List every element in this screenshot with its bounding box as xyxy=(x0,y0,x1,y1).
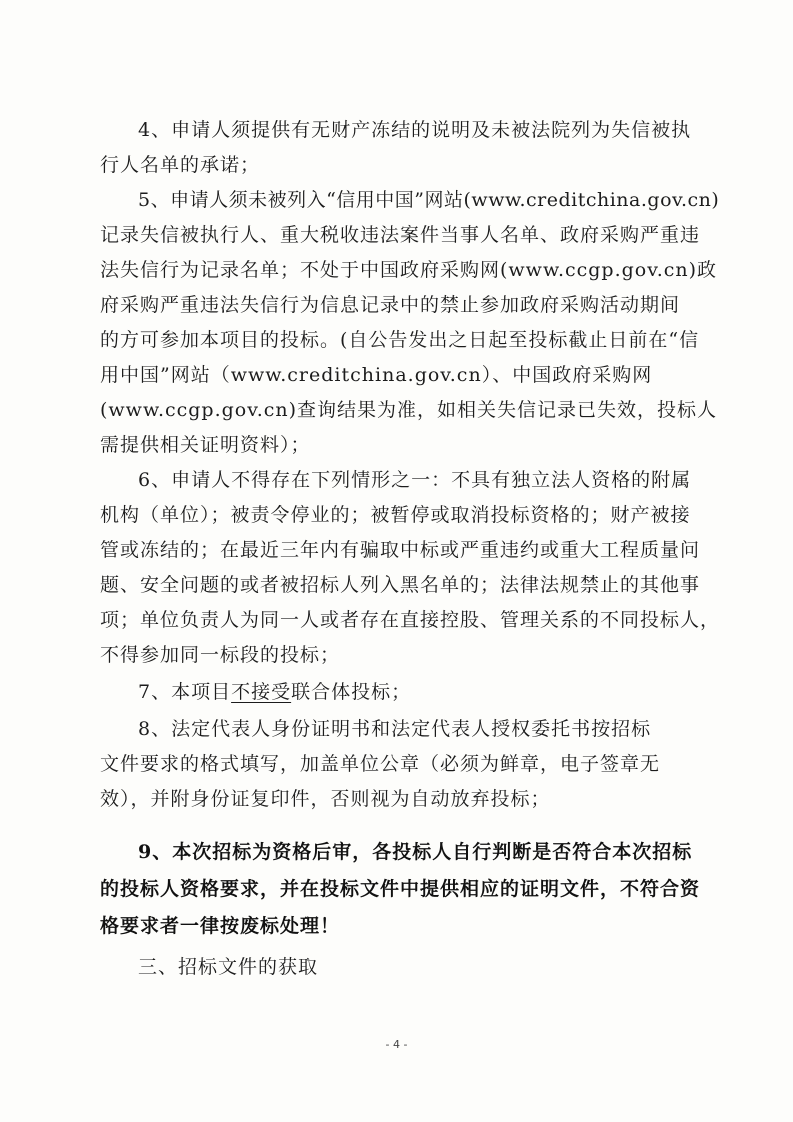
item-8-line-3: 效），并附身份证复印件，否则视为自动放弃投标； xyxy=(100,788,551,810)
item-9-line-3: 格要求者一律按废标处理！ xyxy=(100,915,341,937)
page-number: - 4 - xyxy=(385,1038,408,1051)
item-6-line-2: 机构（单位）；被责令停业的；被暂停或取消投标资格的；财产被接 xyxy=(100,504,691,526)
section-heading: 三、招标文件的获取 xyxy=(138,956,319,978)
item-5-line-2: 记录失信被执行人、重大税收违法案件当事人名单、政府采购严重违 xyxy=(100,224,701,246)
item-9-line-2: 的投标人资格要求，并在投标文件中提供相应的证明文件，不符合资 xyxy=(100,878,701,900)
item-5-line-5: 的方可参加本项目的投标。(自公告发出之日起至投标截止日前在“信 xyxy=(100,329,700,351)
item-4-line-1: 4、申请人须提供有无财产冻结的说明及未被法院列为失信被执 xyxy=(138,119,692,141)
item-6-line-3: 管或冻结的；在最近三年内有骗取中标或严重违约或重大工程质量问 xyxy=(100,539,701,561)
item-5-line-1: 5、申请人须未被列入“信用中国”网站(www.creditchina.gov.cn) xyxy=(138,189,720,211)
item-5-line-3: 法失信行为记录名单；不处于中国政府采购网(www.ccgp.gov.cn)政 xyxy=(100,259,718,281)
item-6-line-1: 6、申请人不得存在下列情形之一：不具有独立法人资格的附属 xyxy=(138,469,692,491)
item-5-line-6: 用中国”网站（www.creditchina.gov.cn）、中国政府采购网 xyxy=(100,364,653,386)
item-7-suffix: 联合体投标； xyxy=(291,681,412,703)
item-5-line-4: 府采购严重违法失信行为信息记录中的禁止参加政府采购活动期间 xyxy=(100,294,681,316)
item-5-line-8: 需提供相关证明资料）； xyxy=(100,434,311,456)
item-5-line-7: (www.ccgp.gov.cn)查询结果为准，如相关失信记录已失效，投标人 xyxy=(100,399,718,421)
item-6-line-6: 不得参加同一标段的投标； xyxy=(100,644,341,666)
item-7-emphasis: 不接受 xyxy=(231,681,292,703)
item-7-prefix: 7、本项目 xyxy=(138,681,232,703)
item-6-line-4: 题、安全问题的或者被招标人列入黑名单的；法律法规禁止的其他事 xyxy=(100,574,701,596)
item-6-line-5: 项；单位负责人为同一人或者存在直接控股、管理关系的不同投标人， xyxy=(100,609,721,631)
item-4-line-2: 行人名单的承诺； xyxy=(100,154,261,176)
item-7-line xyxy=(138,680,411,704)
item-8-line-2: 文件要求的格式填写，加盖单位公章（必须为鲜章，电子签章无 xyxy=(100,753,661,775)
item-8-line-1: 8、法定代表人身份证明书和法定代表人授权委托书按招标 xyxy=(138,718,652,740)
item-9-line-1: 9、本次招标为资格后审，各投标人自行判断是否符合本次招标 xyxy=(138,841,693,863)
